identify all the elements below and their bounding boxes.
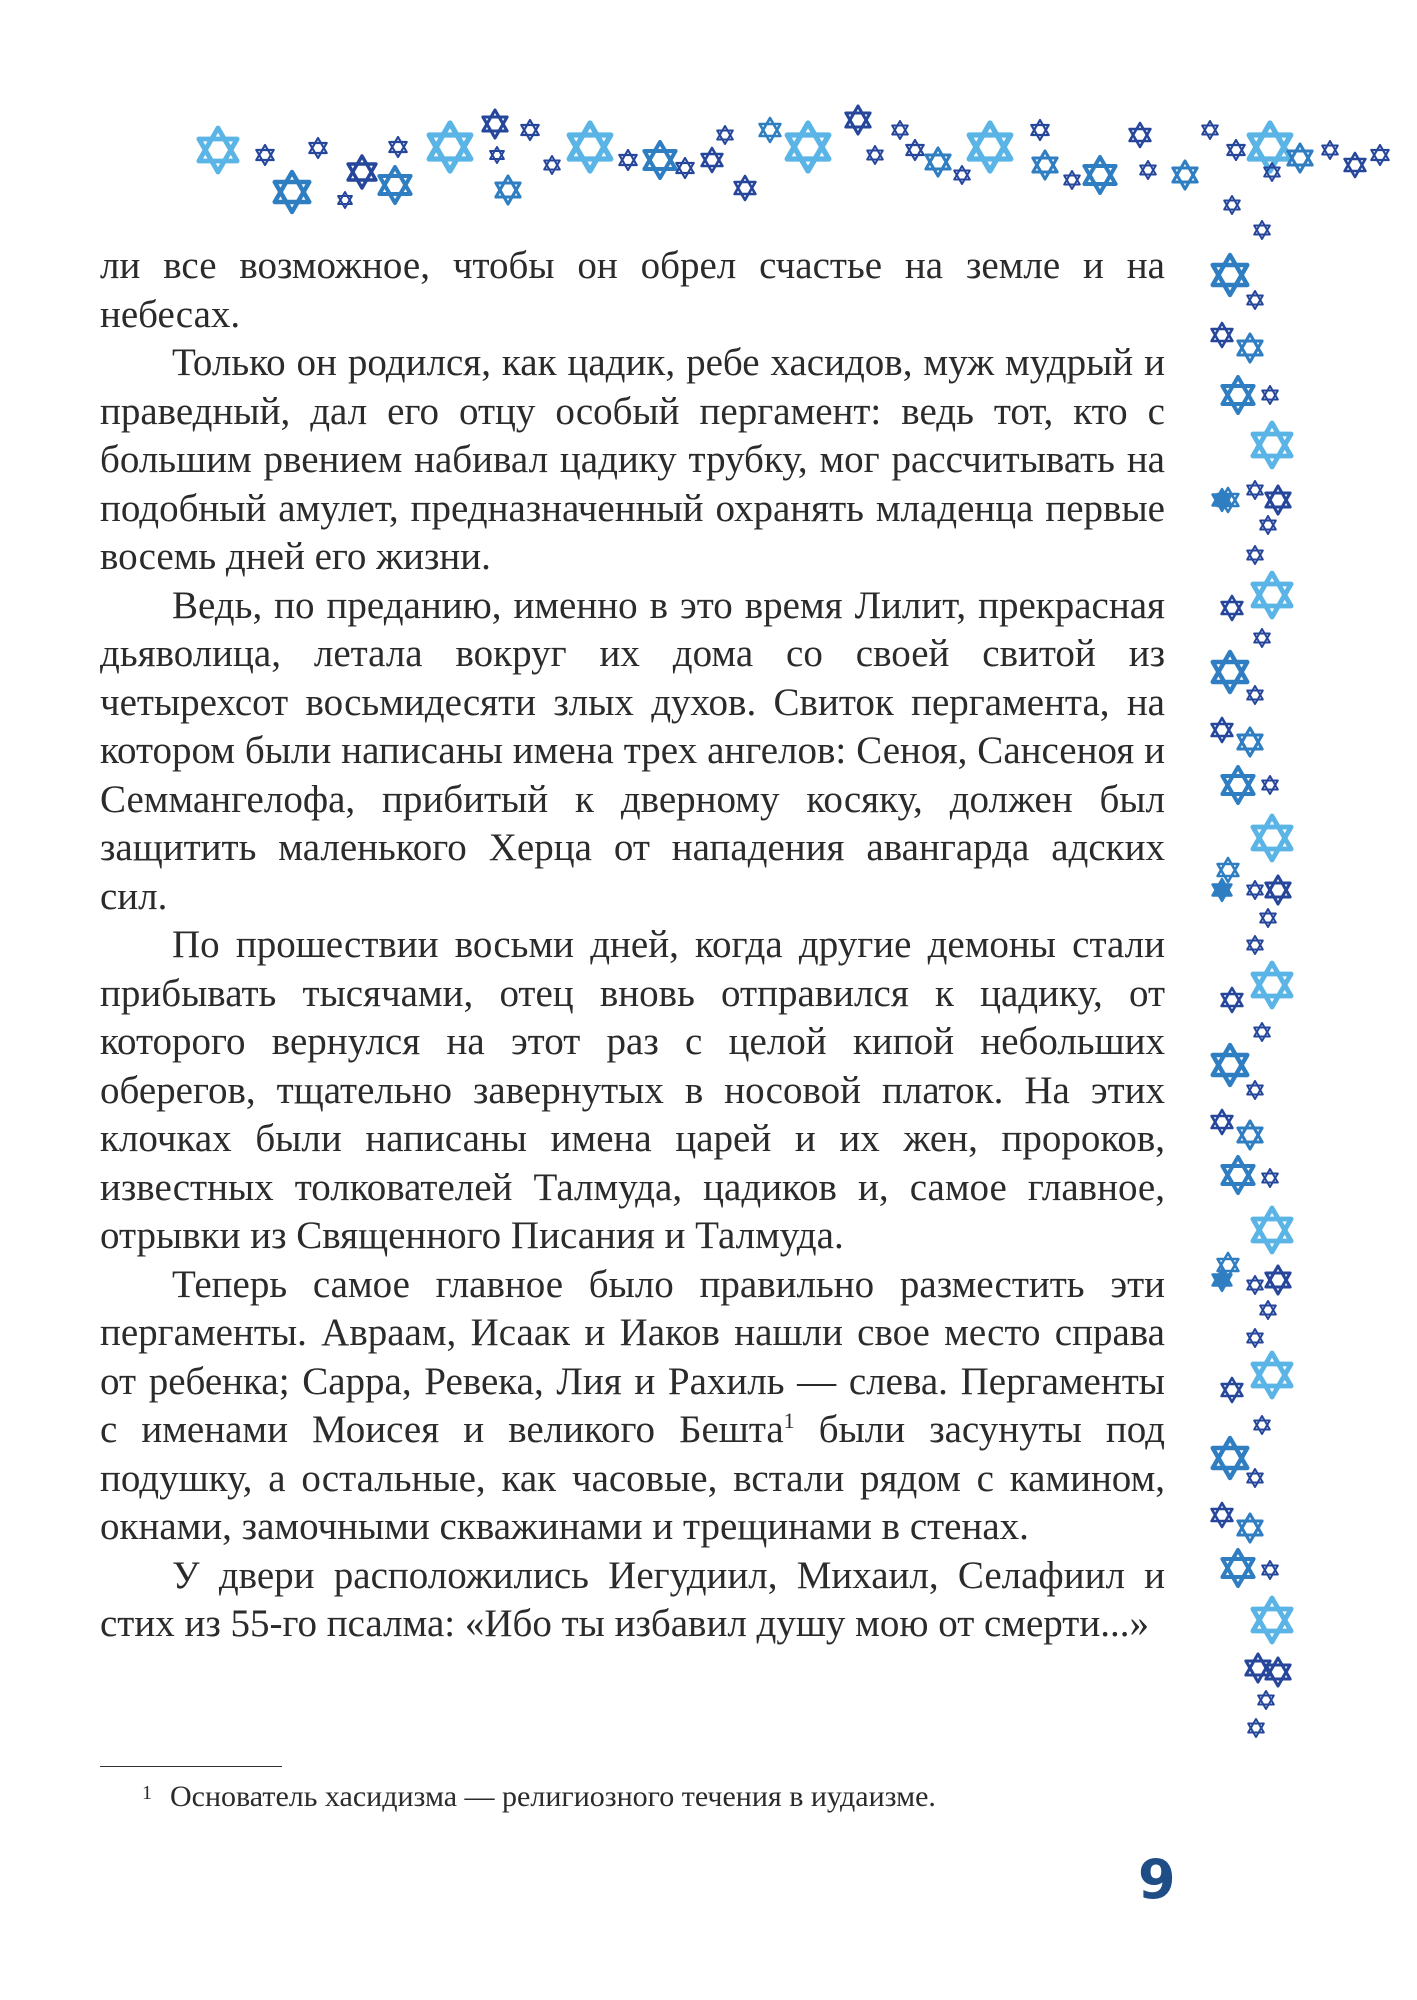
star-of-david-icon bbox=[1247, 881, 1263, 899]
star-of-david-icon bbox=[1213, 1045, 1248, 1085]
star-of-david-icon bbox=[521, 120, 538, 140]
star-of-david-icon bbox=[1253, 816, 1291, 860]
star-of-david-icon bbox=[1033, 151, 1057, 179]
star-of-david-icon bbox=[954, 166, 970, 184]
star-of-david-icon bbox=[1222, 1157, 1253, 1193]
paragraph: Только он родился, как цадик, ребе хасидов, муж мудрый и праведный, дал его отцу особый пергамент: ведь тот, кто с большим рвением набивал цадику трубку, мог рассчитывать на подобный амулет, предназначенный охранять младенца первые восемь дней его жизни. bbox=[100, 341, 1165, 578]
star-of-david-icon bbox=[1238, 1514, 1262, 1542]
star-of-david-icon bbox=[1213, 489, 1232, 511]
star-of-david-icon bbox=[1247, 1276, 1263, 1294]
paragraph-text: были засунуты под подушку, а остальные, как часовые, встали рядом с камином, окнами, замочными скважинами и трещинами в стенах. bbox=[100, 1408, 1165, 1548]
star-of-david-icon bbox=[1222, 1378, 1243, 1402]
star-of-david-icon bbox=[1371, 145, 1388, 165]
star-of-david-icon bbox=[926, 148, 950, 176]
star-of-david-icon bbox=[1224, 196, 1240, 214]
footnote bbox=[142, 1778, 1170, 1816]
star-of-david-icon bbox=[1238, 728, 1262, 756]
star-of-david-icon bbox=[1248, 1719, 1264, 1737]
star-of-david-icon bbox=[1238, 1121, 1262, 1149]
star-of-david-icon bbox=[1247, 686, 1263, 704]
star-of-david-icon bbox=[1213, 1269, 1232, 1291]
footnote-divider bbox=[100, 1766, 282, 1767]
star-of-david-icon bbox=[1260, 909, 1276, 927]
star-of-david-icon bbox=[969, 123, 1011, 171]
star-of-david-icon bbox=[1218, 858, 1239, 882]
star-of-david-icon bbox=[1173, 161, 1197, 189]
star-of-david-icon bbox=[644, 142, 675, 178]
star-of-david-icon bbox=[1222, 1550, 1253, 1586]
star-of-david-icon bbox=[544, 156, 560, 174]
star-of-david-icon bbox=[1213, 1438, 1248, 1478]
star-of-david-icon bbox=[1253, 963, 1291, 1007]
footnote-text: Основатель хасидизма — религиозного течения в иудаизме. bbox=[170, 1780, 936, 1813]
star-of-david-icon bbox=[1254, 629, 1270, 647]
star-of-david-icon bbox=[1254, 221, 1270, 239]
star-of-david-icon bbox=[1253, 1208, 1291, 1252]
star-of-david-icon bbox=[1345, 153, 1366, 177]
star-of-david-icon bbox=[490, 147, 504, 163]
star-of-david-icon bbox=[892, 121, 908, 139]
star-of-david-icon bbox=[1222, 767, 1253, 803]
star-of-david-icon bbox=[1247, 1329, 1263, 1347]
star-of-david-icon bbox=[1222, 377, 1253, 413]
star-of-david-icon bbox=[846, 106, 870, 134]
star-of-david-icon bbox=[379, 167, 410, 203]
star-of-david-icon bbox=[1253, 573, 1291, 617]
star-of-david-icon bbox=[256, 145, 273, 165]
star-of-david-icon bbox=[1254, 1023, 1270, 1041]
star-of-david-icon bbox=[1247, 1081, 1263, 1099]
star-of-david-icon bbox=[338, 192, 352, 208]
star-of-david-icon bbox=[483, 110, 507, 138]
star-of-david-icon bbox=[1249, 123, 1291, 171]
star-of-david-icon bbox=[1247, 481, 1263, 499]
star-of-david-icon bbox=[348, 156, 376, 188]
star-of-david-icon bbox=[1247, 546, 1263, 564]
star-of-david-icon bbox=[569, 123, 611, 171]
star-of-david-icon bbox=[1266, 876, 1290, 904]
star-of-david-icon bbox=[735, 176, 756, 200]
star-of-david-icon bbox=[1213, 652, 1248, 692]
paragraph: ли все возможное, чтобы он обрел счастье на земле и на небесах. bbox=[100, 244, 1165, 336]
star-of-david-icon bbox=[1262, 776, 1278, 794]
star-of-david-icon bbox=[717, 126, 733, 144]
star-of-david-icon bbox=[1260, 1301, 1276, 1319]
star-of-david-icon bbox=[1260, 516, 1276, 534]
star-of-david-icon bbox=[1247, 1469, 1263, 1487]
star-of-david-icon bbox=[676, 158, 693, 178]
star-of-david-icon bbox=[1322, 141, 1338, 159]
paragraph bbox=[100, 1261, 1165, 1552]
star-of-david-icon bbox=[1288, 144, 1312, 172]
star-of-david-icon bbox=[275, 172, 310, 212]
star-of-david-icon bbox=[1262, 1169, 1278, 1187]
star-of-david-icon bbox=[199, 128, 237, 172]
star-of-david-icon bbox=[1222, 988, 1243, 1012]
star-of-david-icon bbox=[619, 150, 636, 170]
star-of-david-icon bbox=[1031, 120, 1048, 140]
paragraph: По прошествии восьми дней, когда другие демоны стали прибывать тысячами, отец вновь отправился к цадику, от которого вернулся на этот раз с целой кипой небольших оберегов, тщательно завернутых в носовой платок. На этих клочках были написаны имена царей и их жен, пророков, известных толкователей Талмуда, цадиков и, самое главное, отрывки из Священного Писания и Талмуда. bbox=[100, 923, 1165, 1257]
star-of-david-icon bbox=[389, 137, 406, 157]
paragraph-text: Теперь самое главное было правильно разместить эти пергаменты. Авраам, Исаак и Иаков нашли свое место справа от ребенка; Сарра, Ревека, Лия и Рахиль — слева. Пергаменты с именами Моисея и великого Бешта bbox=[100, 1262, 1165, 1451]
body-text bbox=[100, 242, 1165, 1649]
star-of-david-icon bbox=[1247, 936, 1263, 954]
star-of-david-icon bbox=[787, 123, 829, 171]
star-of-david-icon bbox=[1064, 171, 1080, 189]
star-of-david-icon bbox=[1140, 161, 1156, 179]
star-of-david-icon bbox=[1253, 423, 1291, 467]
star-of-david-icon bbox=[1266, 1266, 1290, 1294]
footnote-mark: 1 bbox=[142, 1782, 152, 1804]
star-of-david-icon bbox=[496, 176, 520, 204]
star-of-david-icon bbox=[1212, 1503, 1233, 1527]
star-of-david-icon bbox=[1212, 323, 1233, 347]
paragraph: У двери расположились Иегудиил, Михаил, Селафиил и стих из 55-го псалма: «Ибо ты избавил душу мою от смерти...» bbox=[100, 1553, 1165, 1645]
star-of-david-icon bbox=[1262, 1561, 1278, 1579]
star-of-david-icon bbox=[1213, 255, 1248, 295]
star-of-david-icon bbox=[1130, 123, 1151, 147]
footnote-reference: 1 bbox=[783, 1408, 795, 1433]
star-of-david-icon bbox=[1227, 140, 1244, 160]
star-of-david-icon bbox=[867, 146, 883, 164]
star-of-david-icon bbox=[1258, 1691, 1274, 1709]
star-of-david-icon bbox=[1253, 1598, 1291, 1642]
star-of-david-icon bbox=[1202, 121, 1218, 139]
star-of-david-icon bbox=[1238, 334, 1262, 362]
star-of-david-icon bbox=[1084, 157, 1115, 193]
page-number: 9 bbox=[1138, 1848, 1176, 1911]
star-of-david-icon bbox=[1222, 596, 1243, 620]
star-of-david-icon bbox=[1266, 486, 1290, 514]
star-of-david-icon bbox=[702, 148, 723, 172]
star-of-david-icon bbox=[1262, 386, 1278, 404]
star-of-david-icon bbox=[1254, 1416, 1270, 1434]
star-of-david-icon bbox=[1253, 1353, 1291, 1397]
star-of-david-icon bbox=[760, 118, 781, 142]
star-of-david-icon bbox=[309, 138, 326, 158]
star-of-david-icon bbox=[429, 123, 471, 171]
star-of-david-icon bbox=[906, 140, 923, 160]
star-of-david-icon bbox=[1247, 291, 1263, 309]
paragraph: Ведь, по преданию, именно в это время Лилит, прекрасная дьяволица, летала вокруг их дома со своей свитой из четырехсот восьмидесяти злых духов. Свиток пергамента, на котором были написаны имена трех ангелов: Сеноя, Сансеноя и Семмангелофа, прибитый к дверному косяку, должен был защитить маленького Херца от нападения авангарда адских сил. bbox=[100, 583, 1165, 918]
star-of-david-icon bbox=[1212, 1110, 1233, 1134]
star-of-david-icon bbox=[1212, 718, 1233, 742]
